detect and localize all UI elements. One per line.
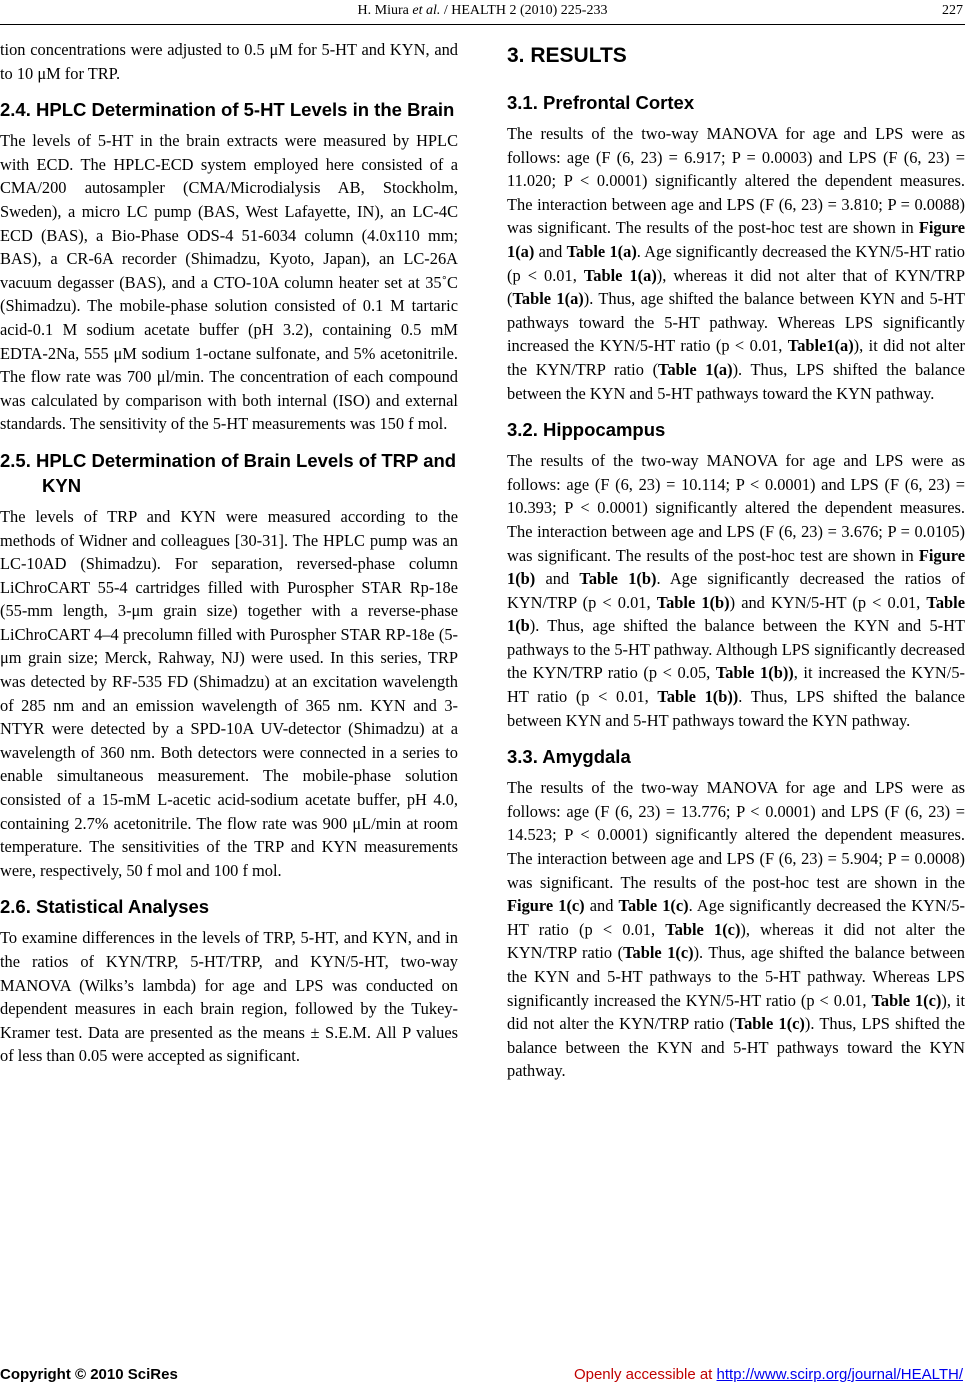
table-ref: Table 1(b) xyxy=(579,569,657,589)
text-run: and xyxy=(534,241,567,261)
section-2-4-heading: 2.4. HPLC Determination of 5-HT Levels in the Brain xyxy=(0,99,455,121)
text-run: . Age significantly decreased the KYN/5-HT ratio (p < 0.01, xyxy=(507,241,965,285)
table-ref: Table 1(b xyxy=(507,592,965,636)
text-run: ) and KYN/5-HT (p < 0.01, xyxy=(729,592,927,612)
open-access-notice xyxy=(574,1366,963,1383)
table-ref: Table 1(c) xyxy=(665,919,741,939)
section-3-3-heading: 3.3. Amygdala xyxy=(507,746,631,768)
section-2-5-paragraph: The levels of TRP and KYN were measured according to the methods of Widner and colleagues [30-31]. The HPLC pump was an LC-10AD (Shimadzu). For separation, reversed-phase column LiChroCART 55-4 cartridges filled with Purospher STAR Rp-18e (55-mm length, 3-μm grain size) together with a reverse-phase LiChroCART 4–4 precolumn filled with Purospher STAR RP-18e (5-μm grain size; Merck, Rahway, NJ) were used. In this series, TRP was detected by RF-535 FD (Shimadzu) at an excitation wavelength of 285 nm and an emission wavelength of 365 nm. KYN and 3-NTYR were detected by a SPD-10A UV-detector (Shimadzu) at a wavelength of 360 nm. Both detectors were connected in a series to enable simultaneous measurement. The mobile-phase solution consisted of a 15-mM L-acetic acid-sodium acetate buffer, pH 4.0, containing 2.7% acetonitrile. The flow rate was 900 μL/min at room temperature. The sensitivities of the TRP and KYN measurements were, respectively, 50 f mol and 100 f mol. xyxy=(0,506,458,880)
figure-ref: Figure 1(b) xyxy=(507,545,965,589)
journal-link[interactable]: http://www.scirp.org/journal/HEALTH/ xyxy=(716,1366,963,1383)
text-run: . Age significantly decreased the ratios of KYN/TRP (p < 0.01, xyxy=(507,569,965,612)
text-run: The results of the two-way MANOVA for age and LPS were as follows: age (F (6, 23) = 10.114; P < 0.0001) and LPS (F (6, 23) = 10.393; P < 0.0001) significantly altered the dependent measures. The interaction between age and LPS (F (6, 23) = 3.676; P = 0.0105) was significant. The results of the post-hoc test are shown in xyxy=(507,451,965,565)
table-ref: Table 1(a) xyxy=(512,289,584,309)
text-run: and xyxy=(535,569,580,589)
section-2-4-paragraph: The levels of 5-HT in the brain extracts were measured by HPLC with ECD. The HPLC-ECD system employed here consisted of a CMA/200 autosampler (CMA/Microdialysis AB, Stockholm, Sweden), a micro LC pump (BAS, West Lafayette, IN), an LC-4C ECD (BAS), a Bio-Phase ODS-4 51-6034 column (4.0x110 mm; BAS), a CR-6A recorder (Shimadzu, Kyoto, Japan), an LC-26A vacuum degasser (BAS), and a CTO-10A column heater set at 35˚C (Shimadzu). The mobile-phase solution consisted of 0.1 M tartaric acid-0.1 M sodium acetate buffer (pH 3.2), containing 0.5 mM EDTA-2Na, 555 μM sodium 1-octane sulfonate, and 5% acetonitrile. The flow rate was 700 μl/min. The concentration of each compound was calculated by comparison with both internal (ISO) and external standards. The sensitivity of the 5-HT measurements was 150 f mol. xyxy=(0,131,458,434)
table-ref: Table 1(c) xyxy=(734,1014,805,1034)
text-run: , it increased the KYN/5-HT ratio (p < 0.01, xyxy=(507,663,965,707)
section-3-2-paragraph xyxy=(507,449,965,732)
text-run: ). Thus, LPS shifted the balance between the KYN and 5-HT pathways toward the KYN pathway. xyxy=(507,1014,965,1081)
table-ref: Table 1(c) xyxy=(618,896,689,916)
text-run: ), whereas it did not alter that of KYN/TRP ( xyxy=(507,265,965,309)
table-ref: Table 1(a) xyxy=(566,241,637,261)
open-access-label: Openly accessible at xyxy=(573,1366,717,1383)
running-title-authors: H. Miura xyxy=(357,3,413,18)
left-column xyxy=(0,38,458,1068)
text-run: ), whereas it did not alter the KYN/TRP ratio ( xyxy=(507,919,965,963)
copyright-notice: Copyright © 2010 SciRes xyxy=(0,1366,178,1383)
section-3-1-heading: 3.1. Prefrontal Cortex xyxy=(507,92,695,113)
section-3-1-paragraph xyxy=(507,122,965,405)
text-run: ). Thus, LPS shifted the balance between the KYN and 5-HT pathways toward the KYN pathway. xyxy=(507,359,965,403)
text-run: . Thus, LPS shifted the balance between KYN and 5-HT pathways toward the KYN pathway. xyxy=(507,687,965,730)
text-run: ), it did not alter the KYN/TRP ratio ( xyxy=(507,990,965,1034)
table-ref: Table 1(c) xyxy=(871,990,942,1010)
text-run: ). Thus, age shifted the balance between the KYN and 5-HT pathways to the 5-HT pathway. Although LPS significantly decreased the KYN/TRP ratio (p < 0.05, xyxy=(507,616,965,683)
section-3-2-heading: 3.2. Hippocampus xyxy=(507,419,666,441)
table-ref: Table 1(b) xyxy=(656,592,730,612)
figure-ref: Figure 1(a) xyxy=(507,218,965,261)
running-title xyxy=(0,3,965,19)
text-run: The results of the two-way MANOVA for age and LPS were as follows: age (F (6, 23) = 6.917; P = 0.0003) and LPS (F (6, 23) = 11.020; P < 0.0001) significantly altered the dependent measures. The interaction between age and LPS (F (6, 23) = 3.810; P = 0.0088) was significant. The results of the post-hoc test are shown in xyxy=(507,124,965,238)
table-ref: Table 1(a) xyxy=(583,265,657,285)
section-2-5-heading: 2.5. HPLC Determination of Brain Levels of TRP and KYN xyxy=(0,449,457,496)
text-run: ). Thus, age shifted the balance between the KYN and 5-HT pathways to the 5-HT pathway. Whereas LPS significantly increased the KYN/5-HT ratio (p < 0.01, xyxy=(507,943,965,1010)
running-title-journal: / HEALTH 2 (2010) 225-233 xyxy=(440,3,608,18)
section-3-3-paragraph xyxy=(507,776,965,1083)
table-ref: Table 1(b)) xyxy=(657,687,739,707)
page-footer xyxy=(0,1364,965,1386)
text-run: . Age significantly decreased the KYN/5-HT ratio (p < 0.01, xyxy=(507,896,965,939)
table-ref: Table 1(c) xyxy=(623,943,694,963)
section-2-6-heading: 2.6. Statistical Analyses xyxy=(0,896,210,918)
page-header xyxy=(0,0,965,25)
text-run: The results of the two-way MANOVA for age and LPS were as follows: age (F (6, 23) = 13.776; P < 0.0001) and LPS (F (6, 23) = 14.523; P < 0.0001) significantly altered the dependent measures. The interaction between age and LPS (F (6, 23) = 5.904; P = 0.0008) was significant. The results of the post-hoc test are shown in the xyxy=(507,778,965,892)
table-ref: Table1(a) xyxy=(787,336,854,356)
right-column xyxy=(507,38,965,1083)
page-number: 227 xyxy=(942,3,963,18)
running-title-etal: et al. xyxy=(412,3,441,18)
paragraph-method-continued: tion concentrations were adjusted to 0.5 μM for 5-HT and KYN, and to 10 μM for TRP. xyxy=(0,40,458,83)
text-run: and xyxy=(584,896,619,916)
table-ref: Table 1(a) xyxy=(658,359,733,379)
table-ref: Table 1(b)) xyxy=(715,663,794,683)
text-run: ). Thus, age shifted the balance between KYN and 5-HT pathways toward the 5-HT pathway. Whereas LPS significantly increased the KYN/5-HT ratio (p < 0.01, xyxy=(507,289,965,356)
results-heading: 3. RESULTS xyxy=(507,44,627,67)
text-run: ), it did not alter the KYN/TRP ratio ( xyxy=(507,336,965,379)
figure-ref: Figure 1(c) xyxy=(507,896,585,916)
section-2-6-paragraph: To examine differences in the levels of TRP, 5-HT, and KYN, and in the ratios of KYN/TRP, 5-HT/TRP, and KYN/5-HT, two-way MANOVA (Wilks’s lambda) for age and LPS was conducted on dependent measures in each brain region, followed by the Tukey-Kramer test. Data are presented as the means ± S.E.M. All P values of less than 0.05 were accepted as significant. xyxy=(0,928,458,1066)
